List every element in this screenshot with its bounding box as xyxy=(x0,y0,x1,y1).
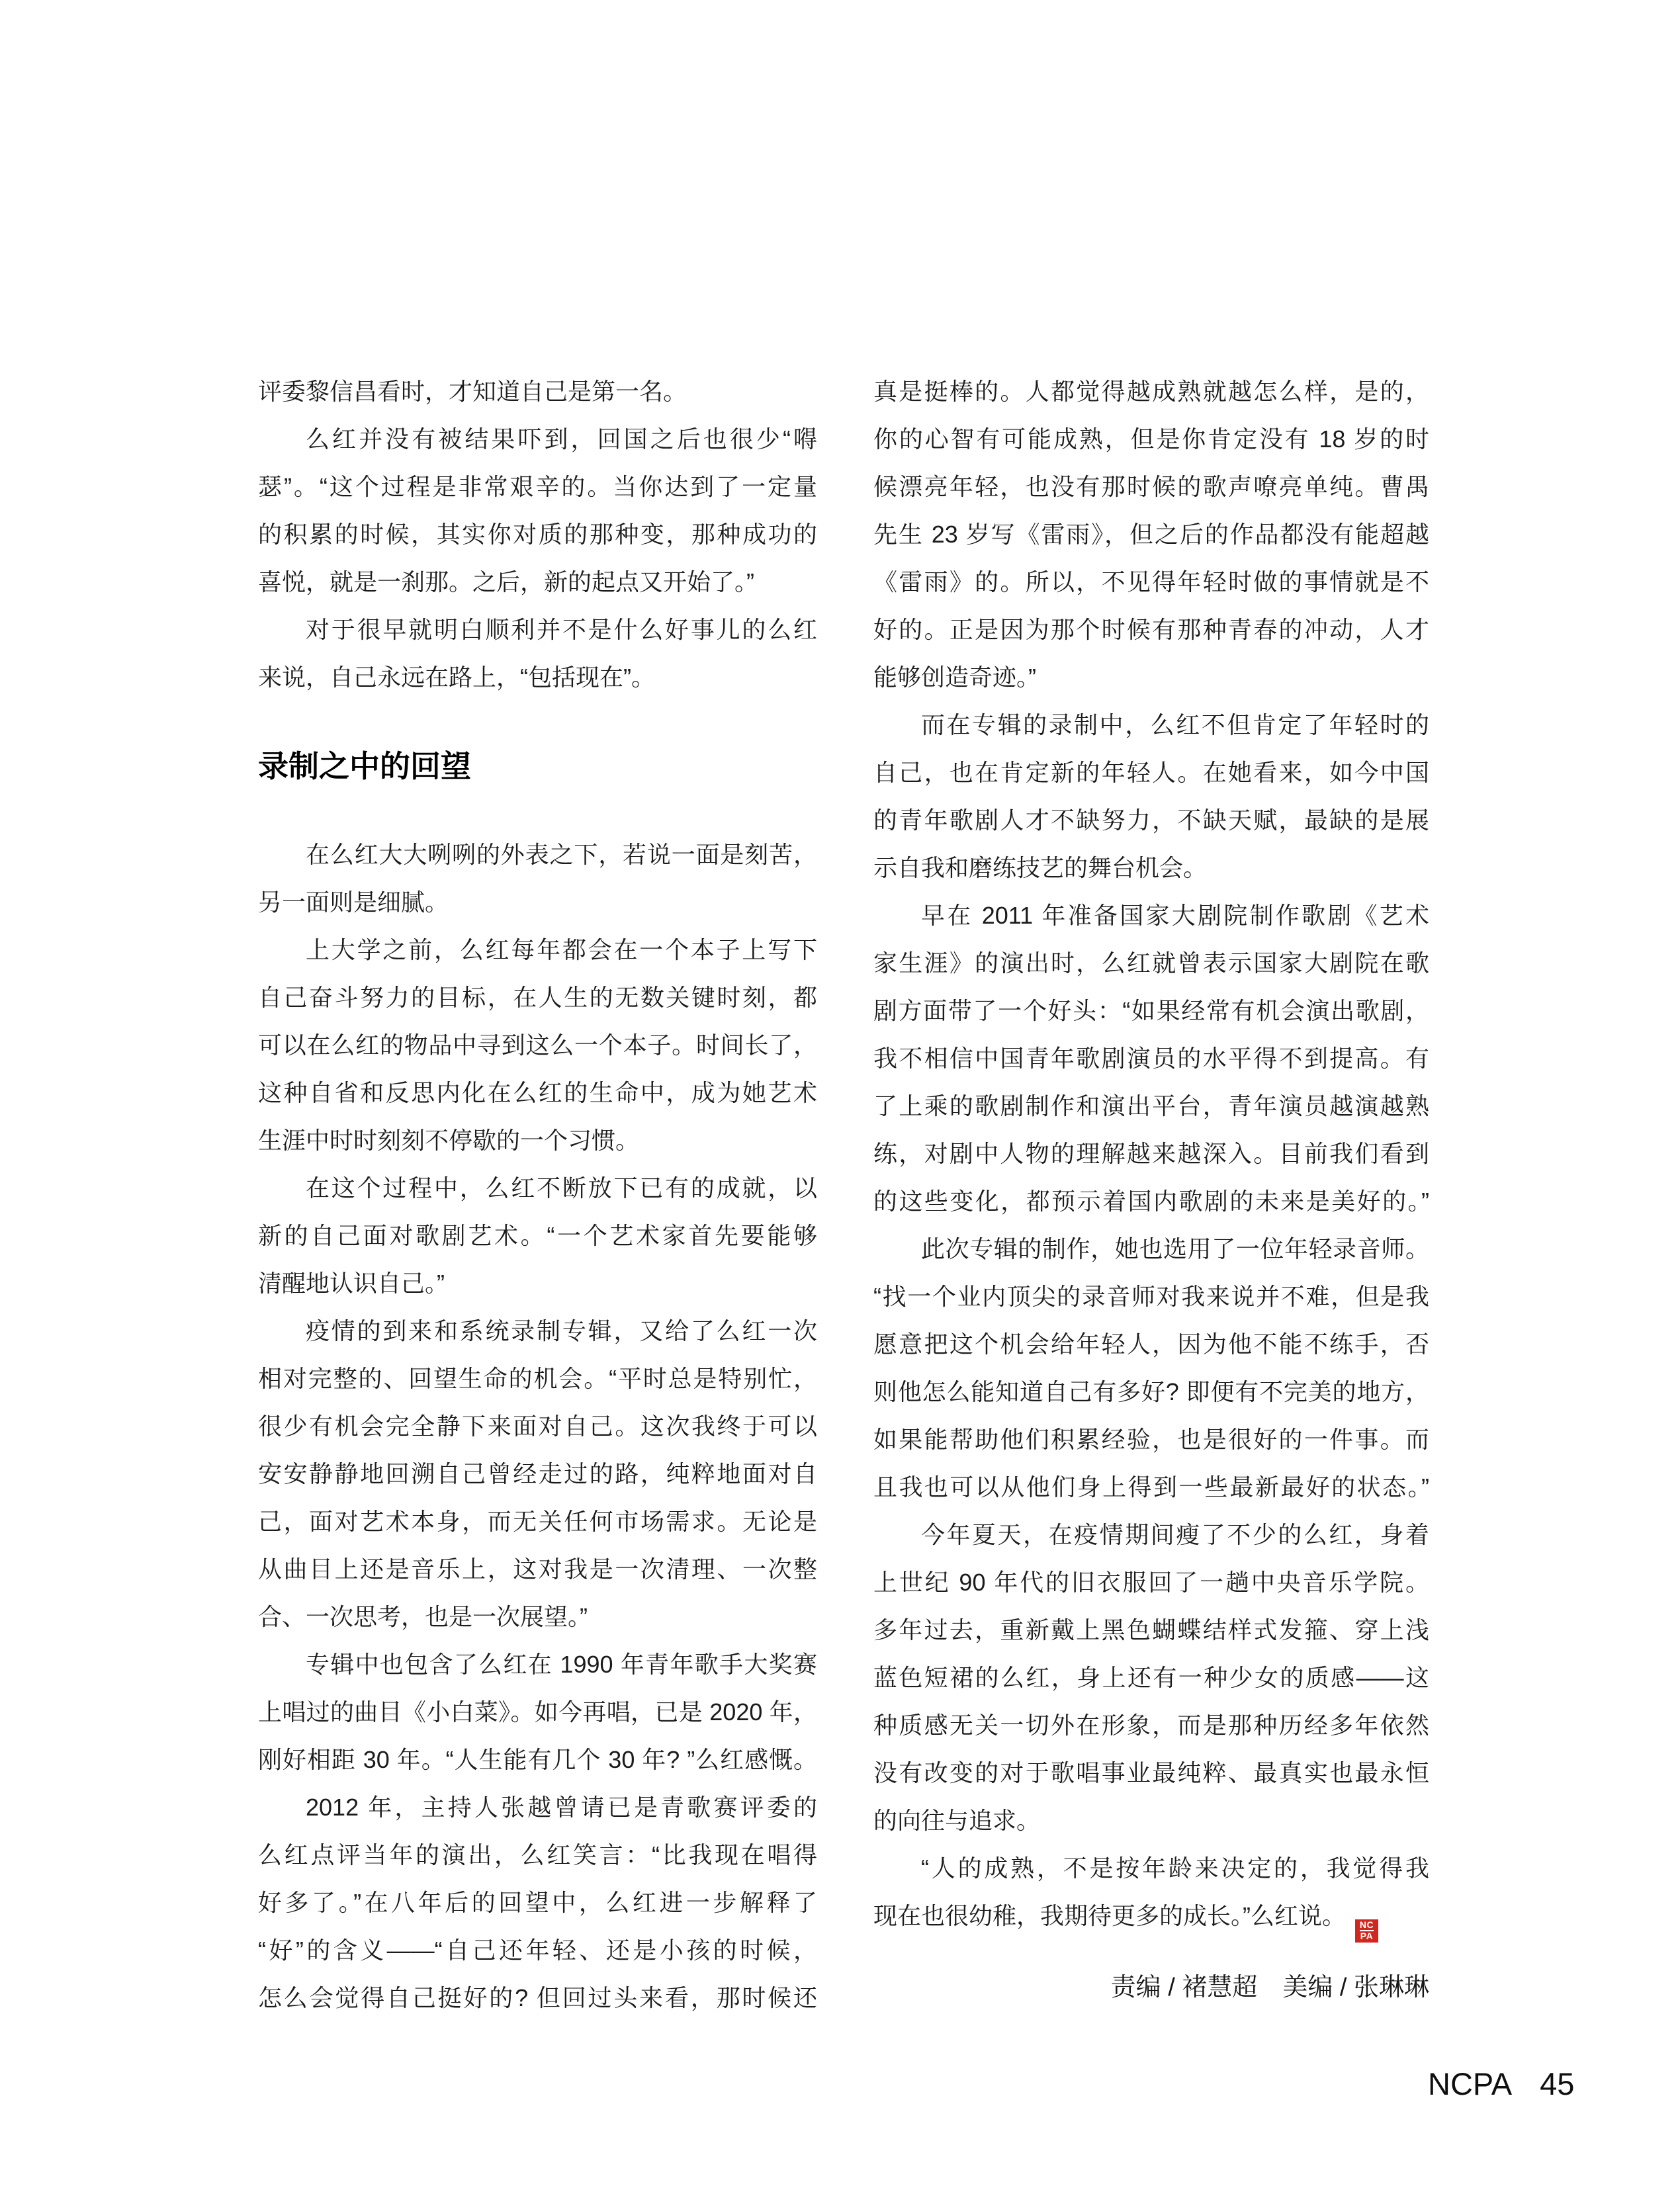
text-line: 评委黎信昌看时，才知道自己是第一名。 xyxy=(258,378,687,405)
text-line: 的这些变化，都预示着国内歌剧的未来是美好的。” xyxy=(873,1188,1429,1215)
text-line: 而在专辑的录制中，么红不但肯定了年轻时的 xyxy=(921,711,1429,738)
text-line: 么红点评当年的演出，么红笑言：“比我现在唱得 xyxy=(258,1841,817,1868)
text-line: 先生 23 岁写《雷雨》，但之后的作品都没有能超越 xyxy=(873,521,1429,548)
text-line: 的积累的时候，其实你对质的那种变，那种成功的 xyxy=(258,521,817,548)
editor-credits: 责编 / 褚慧超 美编 / 张琳琳 xyxy=(1110,1974,1429,2001)
text-line: 的向往与追求。 xyxy=(873,1807,1041,1834)
text-line: 2012 年，主持人张越曾请已是青歌赛评委的 xyxy=(306,1794,817,1821)
text-line: 么红并没有被结果吓到，回国之后也很少“嘚 xyxy=(306,425,817,453)
article-left-column xyxy=(258,368,817,2022)
text-line: 在这个过程中，么红不断放下已有的成就，以 xyxy=(306,1174,817,1202)
text-line: 从曲目上还是音乐上，这对我是一次清理、一次整 xyxy=(258,1555,817,1583)
text-line: 新的自己面对歌剧艺术。“一个艺术家首先要能够 xyxy=(258,1222,817,1249)
text-line: 怎么会觉得自己挺好的? 但回过头来看，那时候还 xyxy=(258,1984,817,2011)
text-line: 来说，自己永远在路上，“包括现在”。 xyxy=(258,664,655,691)
ncpa-end-mark-icon: $\frac{NC}{PA}$ xyxy=(1355,1919,1378,1943)
text-line: 蓝色短裙的么红，身上还有一种少女的质感——这 xyxy=(873,1664,1429,1691)
text-line: “人的成熟，不是按年龄来决定的，我觉得我 xyxy=(921,1855,1429,1882)
text-line: 真是挺棒的。人都觉得越成熟就越怎么样，是的， xyxy=(873,378,1429,405)
text-line: 上大学之前，么红每年都会在一个本子上写下 xyxy=(306,936,817,963)
text-line: 了上乘的歌剧制作和演出平台，青年演员越演越熟 xyxy=(873,1092,1429,1119)
text-line: 上唱过的曲目《小白菜》。如今再唱，已是 2020 年， xyxy=(258,1698,817,1726)
text-line: 则他怎么能知道自己有多好? 即便有不完美的地方， xyxy=(873,1378,1429,1405)
section-heading: 录制之中的回望 xyxy=(258,749,471,783)
text-line: 合、一次思考，也是一次展望。” xyxy=(258,1603,588,1630)
text-line: 自己奋斗努力的目标，在人生的无数关键时刻，都 xyxy=(258,984,817,1011)
text-line: 另一面则是细腻。 xyxy=(258,889,449,916)
text-line: 剧方面带了一个好头：“如果经常有机会演出歌剧， xyxy=(873,997,1429,1024)
text-line: 这种自省和反思内化在么红的生命中，成为她艺术 xyxy=(258,1079,817,1106)
text-line: 喜悦，就是一刹那。之后，新的起点又开始了。” xyxy=(258,568,754,595)
text-line: 如果能帮助他们积累经验，也是很好的一件事。而 xyxy=(873,1426,1429,1453)
text-line: 没有改变的对于歌唱事业最纯粹、最真实也最永恒 xyxy=(873,1759,1429,1786)
text-line: 上世纪 90 年代的旧衣服回了一趟中央音乐学院。 xyxy=(873,1569,1429,1596)
text-line: 练，对剧中人物的理解越来越深入。目前我们看到 xyxy=(873,1140,1429,1167)
text-line: 家生涯》的演出时，么红就曾表示国家大剧院在歌 xyxy=(873,949,1429,977)
text-line: 安安静静地回溯自己曾经走过的路，纯粹地面对自 xyxy=(258,1460,817,1487)
text-line: 多年过去，重新戴上黑色蝴蝶结样式发箍、穿上浅 xyxy=(873,1616,1429,1643)
text-line: 对于很早就明白顺利并不是什么好事儿的么红 xyxy=(306,616,817,643)
text-line: 今年夏天，在疫情期间瘦了不少的么红，身着 xyxy=(921,1521,1429,1548)
text-line: “好”的含义——“自己还年轻、还是小孩的时候， xyxy=(258,1937,817,1964)
paragraph-gap xyxy=(258,791,817,831)
text-line: 的青年歌剧人才不缺努力，不缺天赋，最缺的是展 xyxy=(873,807,1429,834)
text-line: 好多了。”在八年后的回望中，么红进一步解释了 xyxy=(258,1889,817,1916)
text-line: 你的心智有可能成熟，但是你肯定没有 18 岁的时 xyxy=(873,425,1429,453)
magazine-name: NCPA xyxy=(1428,2066,1513,2101)
text-line: 候漂亮年轻，也没有那时候的歌声嘹亮单纯。曹禺 xyxy=(873,473,1429,500)
page-number: 45 xyxy=(1540,2066,1575,2101)
text-line: 早在 2011 年准备国家大剧院制作歌剧《艺术 xyxy=(921,902,1429,929)
text-line: 刚好相距 30 年。“人生能有几个 30 年? ”么红感慨。 xyxy=(258,1746,817,1773)
text-line: 我不相信中国青年歌剧演员的水平得不到提高。有 xyxy=(873,1045,1429,1072)
text-line: 生涯中时时刻刻不停歇的一个习惯。 xyxy=(258,1127,640,1154)
text-line: 现在也很幼稚，我期待更多的成长。”么红说。 $\frac{NC}{PA}$ xyxy=(873,1892,1429,1940)
text-line: 自己，也在肯定新的年轻人。在她看来，如今中国 xyxy=(873,759,1429,786)
text-line: “找一个业内顶尖的录音师对我来说并不难，但是我 xyxy=(873,1283,1429,1310)
text-line: 《雷雨》的。所以，不见得年轻时做的事情就是不 xyxy=(873,568,1429,595)
text-line: 且我也可以从他们身上得到一些最新最好的状态。” xyxy=(873,1473,1429,1501)
text-line: 能够创造奇迹。” xyxy=(873,664,1036,691)
page-footer xyxy=(1428,2067,1574,2101)
text-line: 相对完整的、回望生命的机会。“平时总是特别忙， xyxy=(258,1365,817,1392)
text-line: 种质感无关一切外在形象，而是那种历经多年依然 xyxy=(873,1712,1429,1739)
text-line: 己，面对艺术本身，而无关任何市场需求。无论是 xyxy=(258,1508,817,1535)
text-line: 好的。正是因为那个时候有那种青春的冲动，人才 xyxy=(873,616,1429,643)
text-line: 示自我和磨练技艺的舞台机会。 xyxy=(873,854,1208,881)
text-line: 很少有机会完全静下来面对自己。这次我终于可以 xyxy=(258,1413,817,1440)
text-line: 此次专辑的制作，她也选用了一位年轻录音师。 xyxy=(921,1235,1429,1262)
text-line: 愿意把这个机会给年轻人，因为他不能不练手，否 xyxy=(873,1331,1429,1358)
text-line: 疫情的到来和系统录制专辑，又给了么红一次 xyxy=(306,1317,817,1344)
text-line: 可以在么红的物品中寻到这么一个本子。时间长了， xyxy=(258,1031,817,1059)
text-line: 清醒地认识自己。” xyxy=(258,1270,445,1297)
text-line: 瑟”。“这个过程是非常艰辛的。当你达到了一定量 xyxy=(258,473,817,500)
text-line: 在么红大大咧咧的外表之下，若说一面是刻苦， xyxy=(306,841,817,868)
text-line: 专辑中也包含了么红在 1990 年青年歌手大奖赛 xyxy=(306,1651,817,1678)
article-right-column xyxy=(873,368,1429,1940)
paragraph-gap xyxy=(258,701,817,741)
